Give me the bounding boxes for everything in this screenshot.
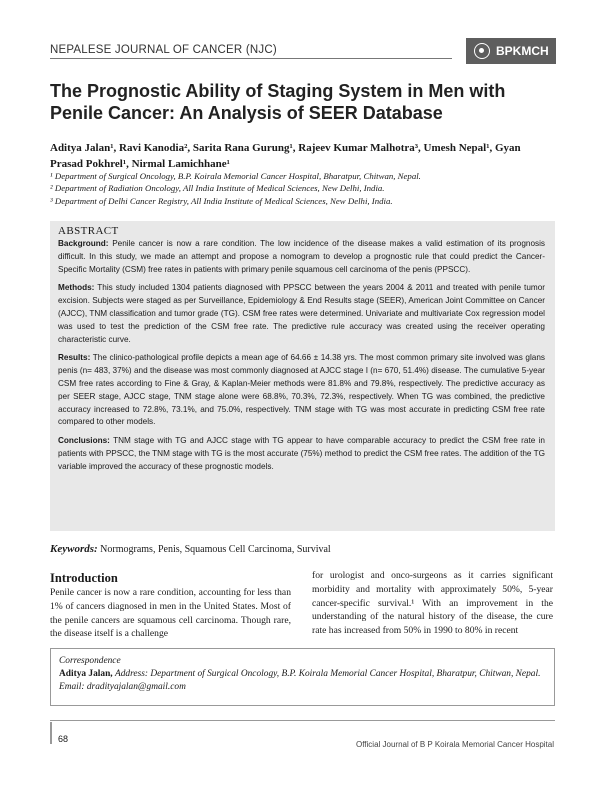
conclusions-text: TNM stage with TG and AJCC stage with TG appear to have comparable accuracy to predict the CSM free rate in patients with PPSCC, the TNM stage with TG is the most accurate (75%) method to predict the CSM free rates. The addition of the TG variable improved the accuracy of these prognostic models. (58, 436, 545, 471)
methods-text: This study included 1304 patients diagnosed with PPSCC between the years 2004 & 2011 and treated with penile tumor excision. Subjects were staged as per Surveillance, Epidemiology & End Results stage (SEER), American Joint Committee on Cancer (AJCC), TNM classification and tumor grade (TG). CSM free rates were determined. Univariate and multivariate Cox regression model was used to test the prediction of the CSM free rate. The predictive rule accuracy was created using the receiver operating characteristic curve. (58, 283, 545, 344)
article-title: The Prognostic Ability of Staging System in Men with Penile Cancer: An Analysis of SEER Database (50, 81, 506, 123)
publisher-badge (466, 38, 556, 64)
introduction-column-2: for urologist and onco-surgeons as it carries significant morbidity and mortality with approximately 50%, 5-year cancer-specific survival.¹ With an improvement in the understanding of the natural history of the disease, the cure rate has increased from 50% in 1990 to 80% in recent (312, 570, 553, 637)
results-text: The clinico-pathological profile depicts a mean age of 64.66 ± 14.38 yrs. The most common primary site involved was glans penis (n= 483, 37%) and the disease was most commonly diagnosed at AJCC stage I (n= 670, 51.4%) disease. The cumulative 5-year CSM free rates according to Fine & Gray, & Kaplan-Meier methods were 81.8% and 79.8%, respectively. The predictive accuracy as per SEER stage, AJCC stage, TNM stage alone were 68.8%, 70.3%, 72.3%, respectively. When TG was combined, the predictive accuracy increased to 72.8%, 73.1%, and 75.0%, respectively. TNM stage with TG was most accurate in predicting CSM free rate compared to other models. (58, 353, 545, 427)
affiliation-2: ² Department of Radiation Oncology, All India Institute of Medical Sciences, New Delhi, India. (50, 183, 385, 193)
abstract-heading: ABSTRACT (58, 225, 119, 237)
publisher-badge-label: BPKMCH (496, 44, 549, 58)
abstract-background (58, 238, 545, 276)
correspondence-label: Correspondence (59, 656, 121, 666)
keywords (50, 543, 331, 555)
keywords-text: Normograms, Penis, Squamous Cell Carcinoma, Survival (100, 544, 331, 555)
footer-marker (50, 722, 52, 744)
conclusions-label: Conclusions: (58, 436, 110, 446)
abstract-results (58, 352, 545, 429)
introduction-column-1: Penile cancer is now a rare condition, accounting for less than 1% of cancers diagnosed in men in the United States. Most of the penile cancers are squamous cell carcinoma. Though rare, the disease itself is a challenge (50, 587, 291, 640)
affiliation-1: ¹ Department of Surgical Oncology, B.P. Koirala Memorial Cancer Hospital, Bharatpur, Chitwan, Nepal. (50, 171, 421, 181)
abstract-methods (58, 282, 545, 346)
correspondence-details: Address: Department of Surgical Oncology, B.P. Koirala Memorial Cancer Hospital, Bharatpur, Chitwan, Nepal. Email: dradityajalan@gmail.com (59, 669, 541, 692)
journal-name: NEPALESE JOURNAL OF CANCER (NJC) (50, 44, 277, 56)
hospital-logo-icon (474, 43, 490, 59)
methods-label: Methods: (58, 283, 95, 293)
abstract-box (50, 221, 555, 531)
correspondence-name: Aditya Jalan, (59, 669, 113, 679)
page-number: 68 (58, 734, 69, 744)
correspondence-box (50, 648, 555, 706)
results-label: Results: (58, 353, 91, 363)
author-list: Aditya Jalan¹, Ravi Kanodia², Sarita Rana Gurung¹, Rajeev Kumar Malhotra³, Umesh Nepal¹, Gyan Prasad Pokhrel¹, Nirmal Lamichhane¹ (50, 142, 521, 170)
correspondence-body (59, 668, 546, 694)
header-divider (50, 58, 452, 59)
keywords-label: Keywords: (50, 543, 98, 555)
abstract-conclusions (58, 435, 545, 473)
background-text: Penile cancer is now a rare condition. The low incidence of the disease makes a valid estimation of its prognosis difficult. In this study, we made an attempt and propose a nomogram to develop a prognostic rule that could predict the Cancer-Specific Mortality (CSM) free rates in patients with primary penile squamous cell carcinoma of the penis (PPSCC). (58, 239, 545, 274)
background-label: Background: (58, 239, 109, 248)
introduction-heading: Introduction (50, 571, 118, 585)
affiliation-3: ³ Department of Delhi Cancer Registry, All India Institute of Medical Sciences, New Delhi, India. (50, 196, 393, 206)
footer-divider (50, 720, 555, 721)
footer-journal-note: Official Journal of B P Koirala Memorial Cancer Hospital (355, 740, 554, 749)
